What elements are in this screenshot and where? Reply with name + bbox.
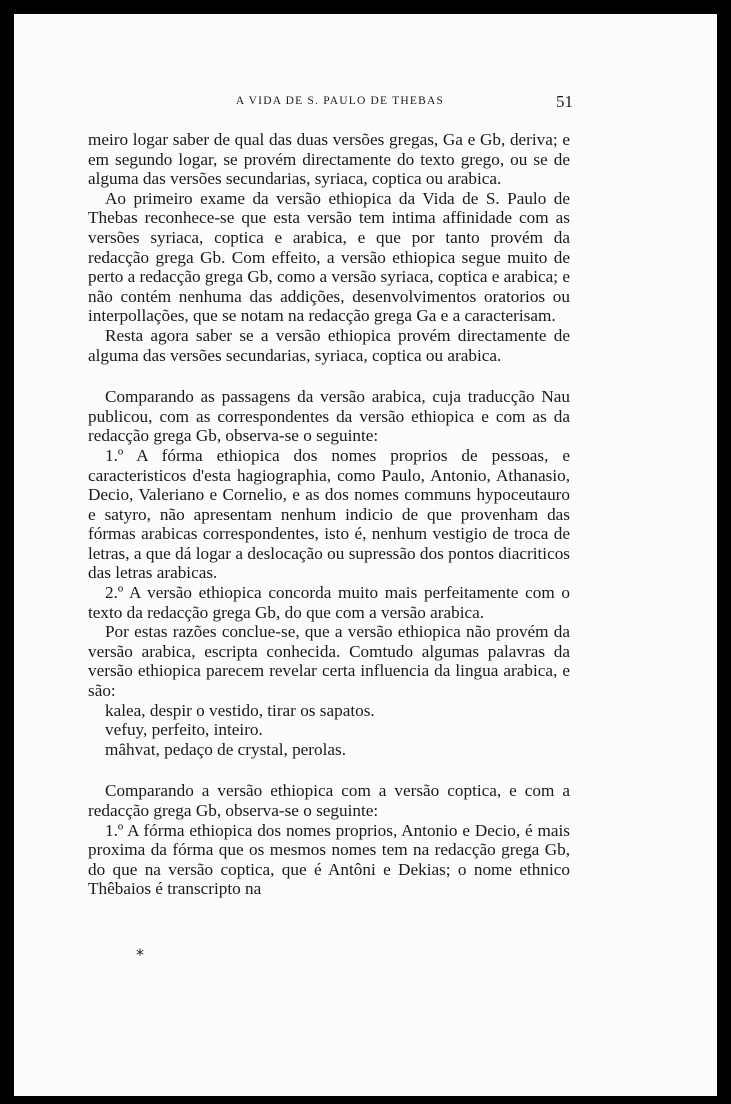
vocab-item: kalea, despir o vestido, tirar os sapatos. [105, 700, 375, 720]
body-text [88, 130, 570, 899]
signature-mark: * [136, 945, 144, 964]
paragraph: Por estas razões conclue-se, que a versão ethiopica não provém da versão arabica, escripta conhecida. Comtudo algumas palavras da versão ethiopica parecem revelar certa influencia da lingua arabica, e são: [88, 622, 570, 701]
list-item: 1.º A fórma ethiopica dos nomes proprios de pessoas, e caracteristicos d'esta hagiographia, como Paulo, Antonio, Athanasio, Decio, Valeriano e Cornelio, e as dos nomes communs hypoceutauro e satyro, não apresentam nenhum indicio de que provenham das fórmas arabicas correspondentes, isto é, nenhum vestigio de troca de letras, a que dá logar a deslocação ou supressão dos pontos diacriticos das letras arabicas. [88, 445, 570, 583]
paragraph: meiro logar saber de qual das duas versões gregas, Ga e Gb, deriva; e em segundo logar, se provém directamente do texto grego, ou se de alguma das versões secundarias, syriaca, coptica ou arabica. [88, 130, 570, 189]
vocab-item: vefuy, perfeito, inteiro. [105, 720, 263, 740]
paragraph: Comparando a versão ethiopica com a versão coptica, e com a redacção grega Gb, observa-se o seguinte: [88, 781, 570, 820]
paragraph: Comparando as passagens da versão arabica, cuja traducção Nau publicou, com as correspondentes da versão ethiopica e com as da redacção grega Gb, observa-se o seguinte: [88, 387, 570, 446]
paragraph: Resta agora saber se a versão ethiopica provém directamente de alguma das versões secundarias, syriaca, coptica ou arabica. [88, 325, 570, 365]
running-head: A VIDA DE S. PAULO DE THEBAS [235, 95, 445, 107]
paragraph: Ao primeiro exame da versão ethiopica da Vida de S. Paulo de Thebas reconhece-se que esta versão tem intima affinidade com as versões syriaca, coptica e arabica, e que por tanto provém da redacção grega Gb. Com effeito, a versão ethiopica segue muito de perto a redacção grega Gb, como a versão syriaca, coptica e arabica; e não contém nenhuma das addições, desenvolvimentos oratorios ou interpollações, que se notam na redacção grega Ga e a caracterisam. [88, 188, 570, 326]
vocab-item: mȃhvat, pedaço de crystal, perolas. [105, 739, 347, 759]
list-item: 1.º A fórma ethiopica dos nomes proprios, Antonio e Decio, é mais proxima da fórma que os mesmos nomes tem na redacção grega Gb, do que na versão coptica, que é Antôni e Dekias; o nome ethnico Thêbaios é transcripto na [88, 820, 570, 899]
page-header [0, 92, 731, 115]
list-item: 2.º A versão ethiopica concorda muito mais perfeitamente com o texto da redacção grega Gb, do que com a versão arabica. [88, 583, 570, 622]
page-number: 51 [556, 92, 573, 111]
